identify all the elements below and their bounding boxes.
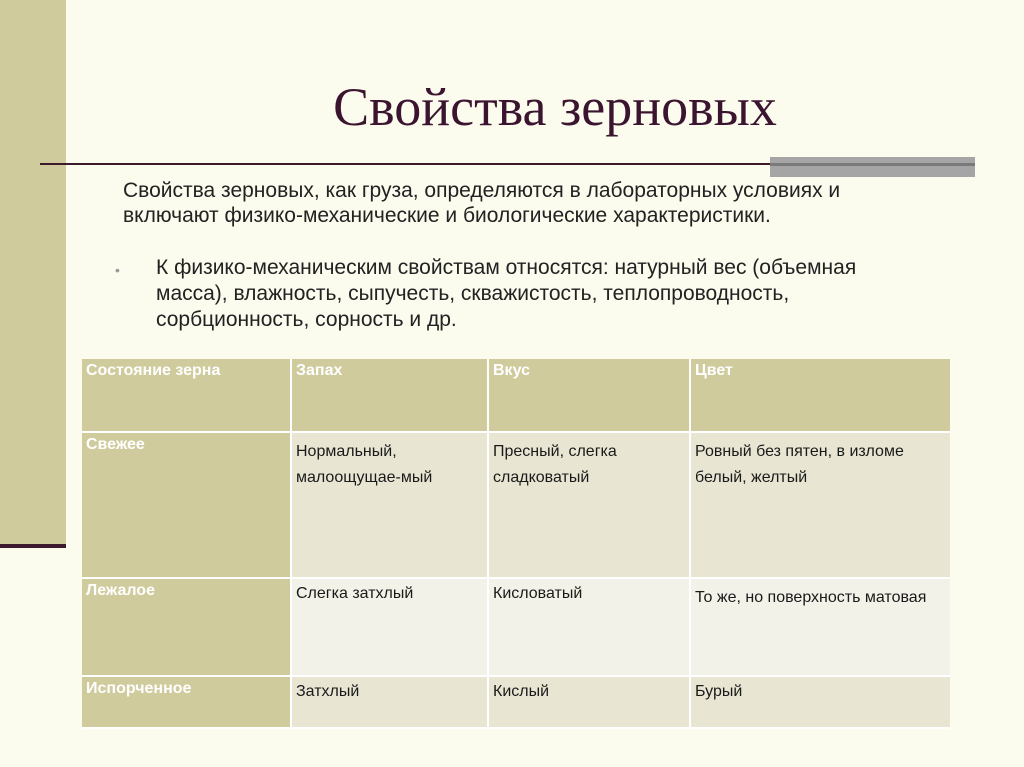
row-smell: Слегка затхлый (292, 579, 489, 677)
row-state: Испорченное (82, 677, 292, 729)
slide-title: Свойства зерновых (333, 77, 777, 137)
bullet-dot-icon: • (115, 262, 120, 278)
grain-properties-table (82, 359, 950, 729)
intro-paragraph: Свойства зерновых, как груза, определяются в лабораторных условиях и включают физико-механические и биологические характеристики. (123, 179, 841, 227)
left-accent-line (0, 544, 66, 548)
row-color: Ровный без пятен, в изломе белый, желтый (691, 433, 950, 579)
row-smell: Затхлый (292, 677, 489, 729)
row-state: Свежее (82, 433, 292, 579)
row-state: Лежалое (82, 579, 292, 677)
title-divider-accent-line (770, 163, 975, 166)
table-row (82, 579, 950, 677)
header-state: Состояние зерна (82, 359, 292, 433)
header-smell: Запах (292, 359, 489, 433)
row-taste: Кислый (489, 677, 691, 729)
row-color: Бурый (691, 677, 950, 729)
row-taste: Кисловатый (489, 579, 691, 677)
title-divider-accent (770, 157, 975, 177)
table-header-row (82, 359, 950, 433)
table-row (82, 433, 950, 579)
bullet-text: К физико-механическим свойствам относятся: натурный вес (объемная масса), влажность, сыпучесть, скважистость, теплопроводность, сорбционность, сорность и др. (156, 256, 857, 331)
header-color: Цвет (691, 359, 950, 433)
row-color: То же, но поверхность матовая (691, 579, 950, 677)
row-taste: Пресный, слегка сладковатый (489, 433, 691, 579)
header-taste: Вкус (489, 359, 691, 433)
row-smell: Нормальный, малоощущае-мый (292, 433, 489, 579)
table-row (82, 677, 950, 729)
